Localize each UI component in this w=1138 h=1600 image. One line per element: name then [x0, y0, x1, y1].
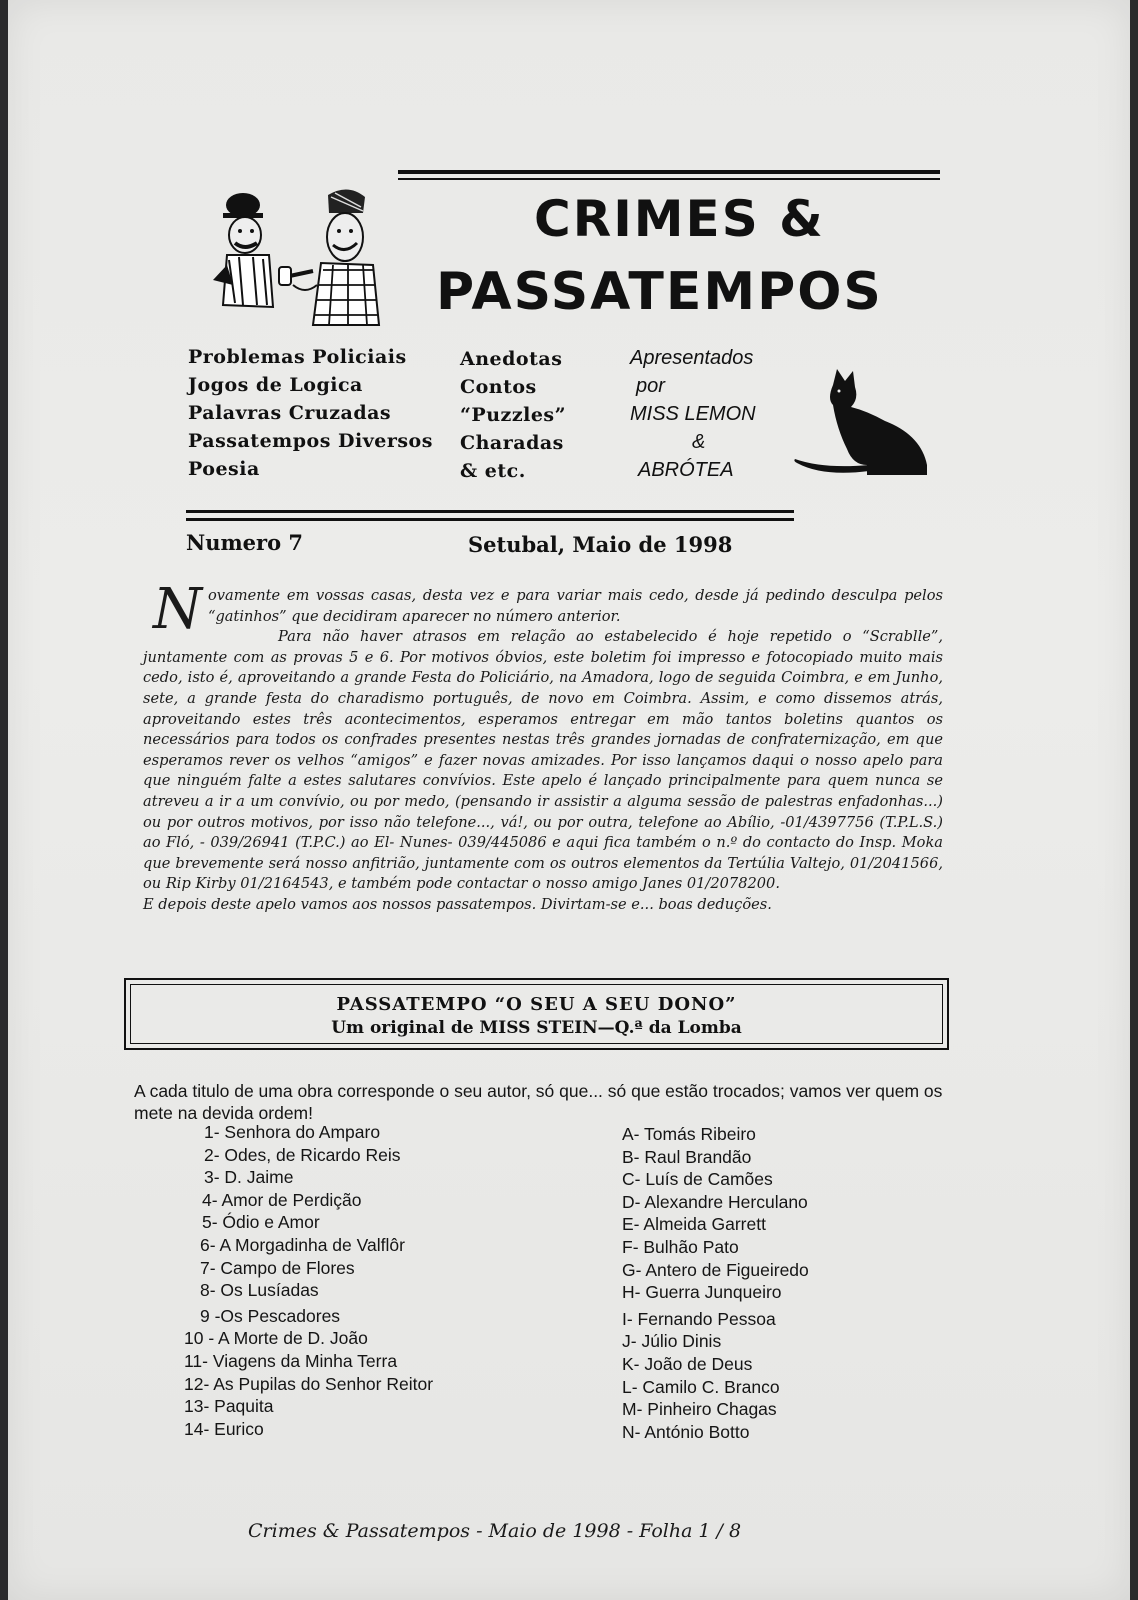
list-item: M- Pinheiro Chagas	[622, 1399, 777, 1420]
black-cat-icon	[793, 365, 943, 480]
intro-paragraph: ovamente em vossas casas, desta vez e para variar mais cedo, desde já pedindo desculpa pelos “gatinhos” que decidiram aparecer no número anterior.	[208, 587, 943, 625]
topic-item: Jogos de Logica	[188, 374, 363, 396]
puzzle-subtitle: Um original de MISS STEIN—Q.ª da Lomba	[331, 1018, 742, 1038]
puzzle-instructions: A cada titulo de uma obra corresponde o seu autor, só que... só que estão trocados; vamos ver quem os mete na devida ordem!	[134, 1081, 943, 1123]
page-footer: Crimes & Passatempos - Maio de 1998 - Folha 1 / 8	[248, 1520, 742, 1542]
topics-column-1	[188, 343, 433, 483]
list-item: 9 -Os Pescadores	[200, 1305, 341, 1326]
topic-item: Charadas	[460, 432, 564, 454]
topic-item: Passatempos Diversos	[188, 430, 433, 452]
list-item: I- Fernando Pessoa	[622, 1308, 776, 1329]
list-item: F- Bulhão Pato	[622, 1236, 739, 1257]
detectives-cartoon-icon	[213, 185, 383, 330]
document-page	[8, 0, 1130, 1600]
intro-text	[143, 577, 943, 916]
list-item: 10 - A Morte de D. João	[184, 1328, 368, 1349]
list-item: 2- Odes, de Ricardo Reis	[204, 1144, 401, 1165]
puzzle-title: PASSATEMPO “O SEU A SEU DONO”	[336, 994, 737, 1015]
list-item: 4- Amor de Perdição	[202, 1189, 362, 1210]
masthead-top-rule	[398, 170, 940, 174]
list-item: B- Raul Brandão	[622, 1146, 752, 1167]
list-item: 13- Paquita	[184, 1396, 274, 1417]
list-item: 7- Campo de Flores	[200, 1257, 355, 1278]
list-item: D- Alexandre Herculano	[622, 1191, 808, 1212]
issue-top-rule	[186, 510, 794, 513]
works-list	[184, 1121, 433, 1440]
list-item: 14- Eurico	[184, 1418, 264, 1439]
issue-number: Numero 7	[186, 530, 304, 555]
list-item: G- Antero de Figueiredo	[622, 1259, 809, 1280]
list-item: C- Luís de Camões	[622, 1169, 773, 1190]
intro-paragraph: Para não haver atrasos em relação ao estabelecido é hoje repetido o “Scrablle”, juntamente com as provas 5 e 6. Por motivos óbvios, este boletim foi impresso e fotocopiado muito mais cedo, isto é, aproveitando a grande Festa do Policiário, na Amadora, logo de seguida Coimbra, e em Junho, sete, a grande festa do charadismo português, de novo em Coimbra. Assim, e como dissemos atrás, aproveitando estes três acontecimentos, esperamos entregar em mão tantos boletins quantos os necessários para todos os confrades presentes nestas três grandes jornadas de confraternização, em que esperamos rever os velhos “amigos” e fazer novas amizades. Por isso lançamos daqui o nosso apelo para que ninguém falte a estes salutares convívios. Este apelo é lançado principalmente para quem nunca se atreveu a ir a um convívio, ou por medo, (pensando ir assistir a alguma sessão de palestras enfadonhas...) ou por outros motivos, por isso não telefone..., vá!, ou por outra, telefone ao Abílio, -01/4397756 (T.P.L.S.) ao Fló, - 039/26941 (T.P.C.) ao El- Nunes- 039/445086 e aqui fica também o n.º do contacto do Insp. Moka que brevemente será nosso anfitrião, juntamente com os outros elementos da Tertúlia Valtejo, 01/2041566, ou Rip Kirby 01/2164543, e também pode contactar o nosso amigo Janes 01/2078200.	[143, 628, 943, 893]
masthead-title-line2: PASSATEMPOS	[436, 262, 883, 322]
topic-item: Contos	[460, 376, 537, 398]
authors-list	[622, 1123, 809, 1443]
list-item: K- João de Deus	[622, 1353, 753, 1374]
list-item: A- Tomás Ribeiro	[622, 1124, 756, 1144]
list-item: 11- Viagens da Minha Terra	[184, 1350, 398, 1371]
list-item: E- Almeida Garrett	[622, 1214, 766, 1235]
list-item: L- Camilo C. Branco	[622, 1376, 780, 1397]
list-item: 3- D. Jaime	[204, 1167, 294, 1188]
intro-dropcap: N	[153, 577, 202, 642]
masthead-top-rule-thin	[398, 178, 940, 180]
list-item: H- Guerra Junqueiro	[622, 1282, 782, 1303]
issue-top-rule-2	[186, 518, 794, 521]
intro-paragraph: E depois deste apelo vamos aos nossos passatempos. Divirtam-se e... boas deduções.	[143, 895, 772, 913]
list-item: J- Júlio Dinis	[622, 1331, 722, 1352]
list-item: 5- Ódio e Amor	[202, 1212, 320, 1233]
masthead-title-line1: CRIMES &	[534, 190, 825, 248]
topic-item: Poesia	[188, 458, 260, 480]
list-item: 1- Senhora do Amparo	[204, 1122, 381, 1142]
list-item: 6- A Morgadinha de Valflôr	[200, 1234, 405, 1255]
presenters-line: por	[636, 375, 665, 397]
topic-item: Problemas Policiais	[188, 346, 407, 368]
presenters-line: ABRÓTEA	[638, 459, 734, 481]
list-item: 12- As Pupilas do Senhor Reitor	[184, 1373, 434, 1394]
topic-item: & etc.	[460, 460, 526, 482]
topic-item: Anedotas	[460, 348, 563, 370]
presenters-block	[630, 344, 756, 484]
topic-item: Palavras Cruzadas	[188, 402, 392, 424]
topics-column-2	[460, 345, 566, 485]
presenters-line: Apresentados	[630, 347, 754, 369]
list-item: N- António Botto	[622, 1421, 750, 1442]
list-item: 8- Os Lusíadas	[200, 1280, 319, 1301]
issue-place-date: Setubal, Maio de 1998	[468, 532, 733, 557]
presenters-line: MISS LEMON	[630, 403, 756, 425]
puzzle-title-box	[124, 978, 949, 1050]
topic-item: “Puzzles”	[460, 404, 567, 426]
presenters-line: &	[692, 431, 706, 453]
